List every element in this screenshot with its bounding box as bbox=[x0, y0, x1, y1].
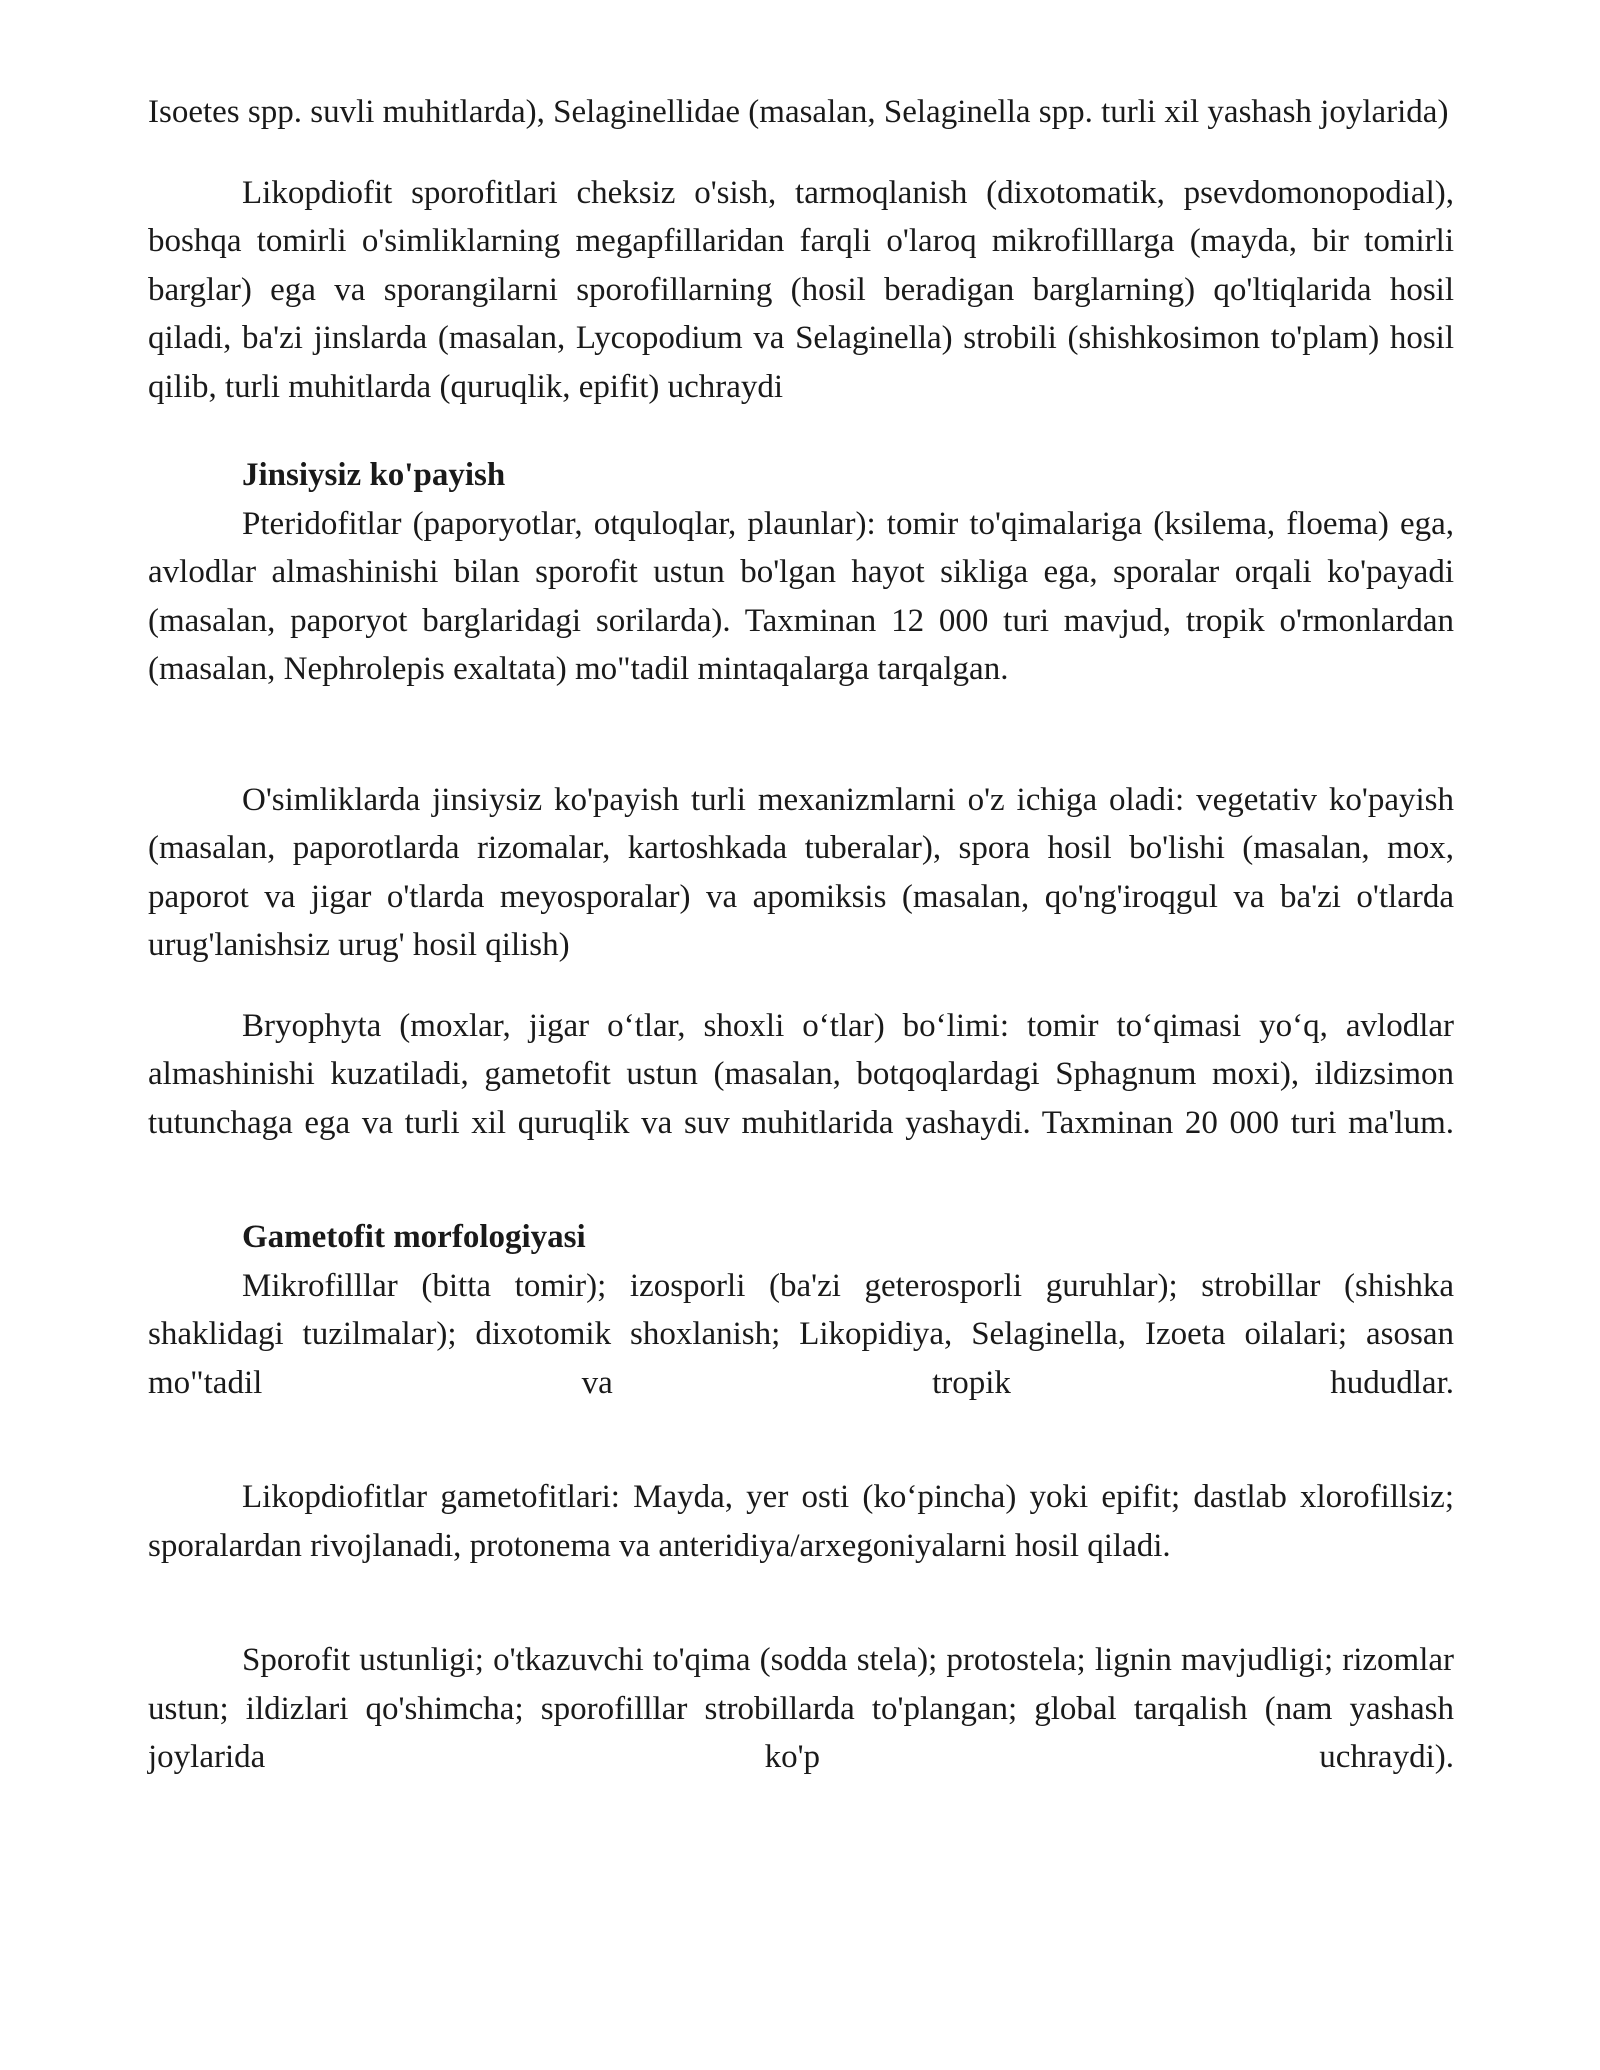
paragraph-likopdiofitlar-gametofitlari: Likopdiofitlar gametofitlari: Mayda, yer osti (ko‘pincha) yoki epifit; dastlab xlorofillsiz; sporalardan rivojlanadi, protonema va anteridiya/arxegoniyalarni hosil qiladi. bbox=[148, 1479, 1454, 1564]
paragraph-isoetes: Isoetes spp. suvli muhitlarda), Selaginellidae (masalan, Selaginella spp. turli xil yashash joylarida) bbox=[148, 94, 1449, 130]
heading-jinsiysiz-kopayish: Jinsiysiz ko'payish bbox=[242, 457, 506, 493]
document-page bbox=[148, 88, 1454, 1782]
heading-gametofit-morfologiyasi: Gametofit morfologiyasi bbox=[242, 1219, 586, 1255]
paragraph-likopdiofit-sporofitlari: Likopdiofit sporofitlari cheksiz o'sish, tarmoqlanish (dixotomatik, psevdomonopodial), boshqa tomirli o'simliklarning megapfillaridan farqli o'laroq mikrofilllarga (mayda, bir tomirli barglar) ega va sporangilarni sporofillarning (hosil beradigan barglarning) qo'ltiqlarida hosil qiladi, ba'zi jinslarda (masalan, Lycopodium va Selaginella) strobili (shishkosimon to'plam) hosil qilib, turli muhitlarda (quruqlik, epifit) uchraydi bbox=[148, 174, 1454, 405]
paragraph-bryophyta: Bryophyta (moxlar, jigar o‘tlar, shoxli o‘tlar) bo‘limi: tomir to‘qimasi yo‘q, avlodlar almashinishi kuzatiladi, gametofit ustun (masalan, botqoqlardagi Sphagnum moxi), ildizsimon tutunchaga ega va turli xil quruqlik va suv muhitlarida yashaydi. Taxminan 20 000 turi ma'lum. bbox=[148, 1007, 1454, 1141]
paragraph-jinsiysiz-kopayish-mexanizmlari: O'simliklarda jinsiysiz ko'payish turli mexanizmlarni o'z ichiga oladi: vegetativ ko'payish (masalan, paporotlarda rizomalar, kartoshkada tuberalar), spora hosil bo'lishi (masalan, mox, paporot va jigar o'tlarda meyosporalar) va apomiksis (masalan, qo'ng'iroqgul va ba'zi o'tlarda urug'lanishsiz urug' hosil qilish) bbox=[148, 781, 1454, 963]
paragraph-mikrofilllar: Mikrofilllar (bitta tomir); izosporli (ba'zi geterosporli guruhlar); strobillar (shishka shaklidagi tuzilmalar); dixotomik shoxlanish; Likopidiya, Selaginella, Izoeta oilalari; asosan mo"tadil va tropik hududlar. bbox=[148, 1267, 1454, 1401]
paragraph-pteridofitlar: Pteridofitlar (paporyotlar, otquloqlar, plaunlar): tomir to'qimalariga (ksilema, floema) ega, avlodlar almashinishi bilan sporofit ustun bo'lgan hayot sikliga ega, sporalar orqali ko'payadi (masalan, paporyot barglaridagi sorilarda). Taxminan 12 000 turi mavjud, tropik o'rmonlardan (masalan, Nephrolepis exaltata) mo"tadil mintaqalarga tarqalgan. bbox=[148, 505, 1454, 687]
paragraph-sporofit-ustunligi: Sporofit ustunligi; o'tkazuvchi to'qima (sodda stela); protostela; lignin mavjudligi; rizomlar ustun; ildizlari qo'shimcha; sporofilllar strobillarda to'plangan; global tarqalish (nam yashash joylarida ko'p uchraydi). bbox=[148, 1642, 1454, 1775]
